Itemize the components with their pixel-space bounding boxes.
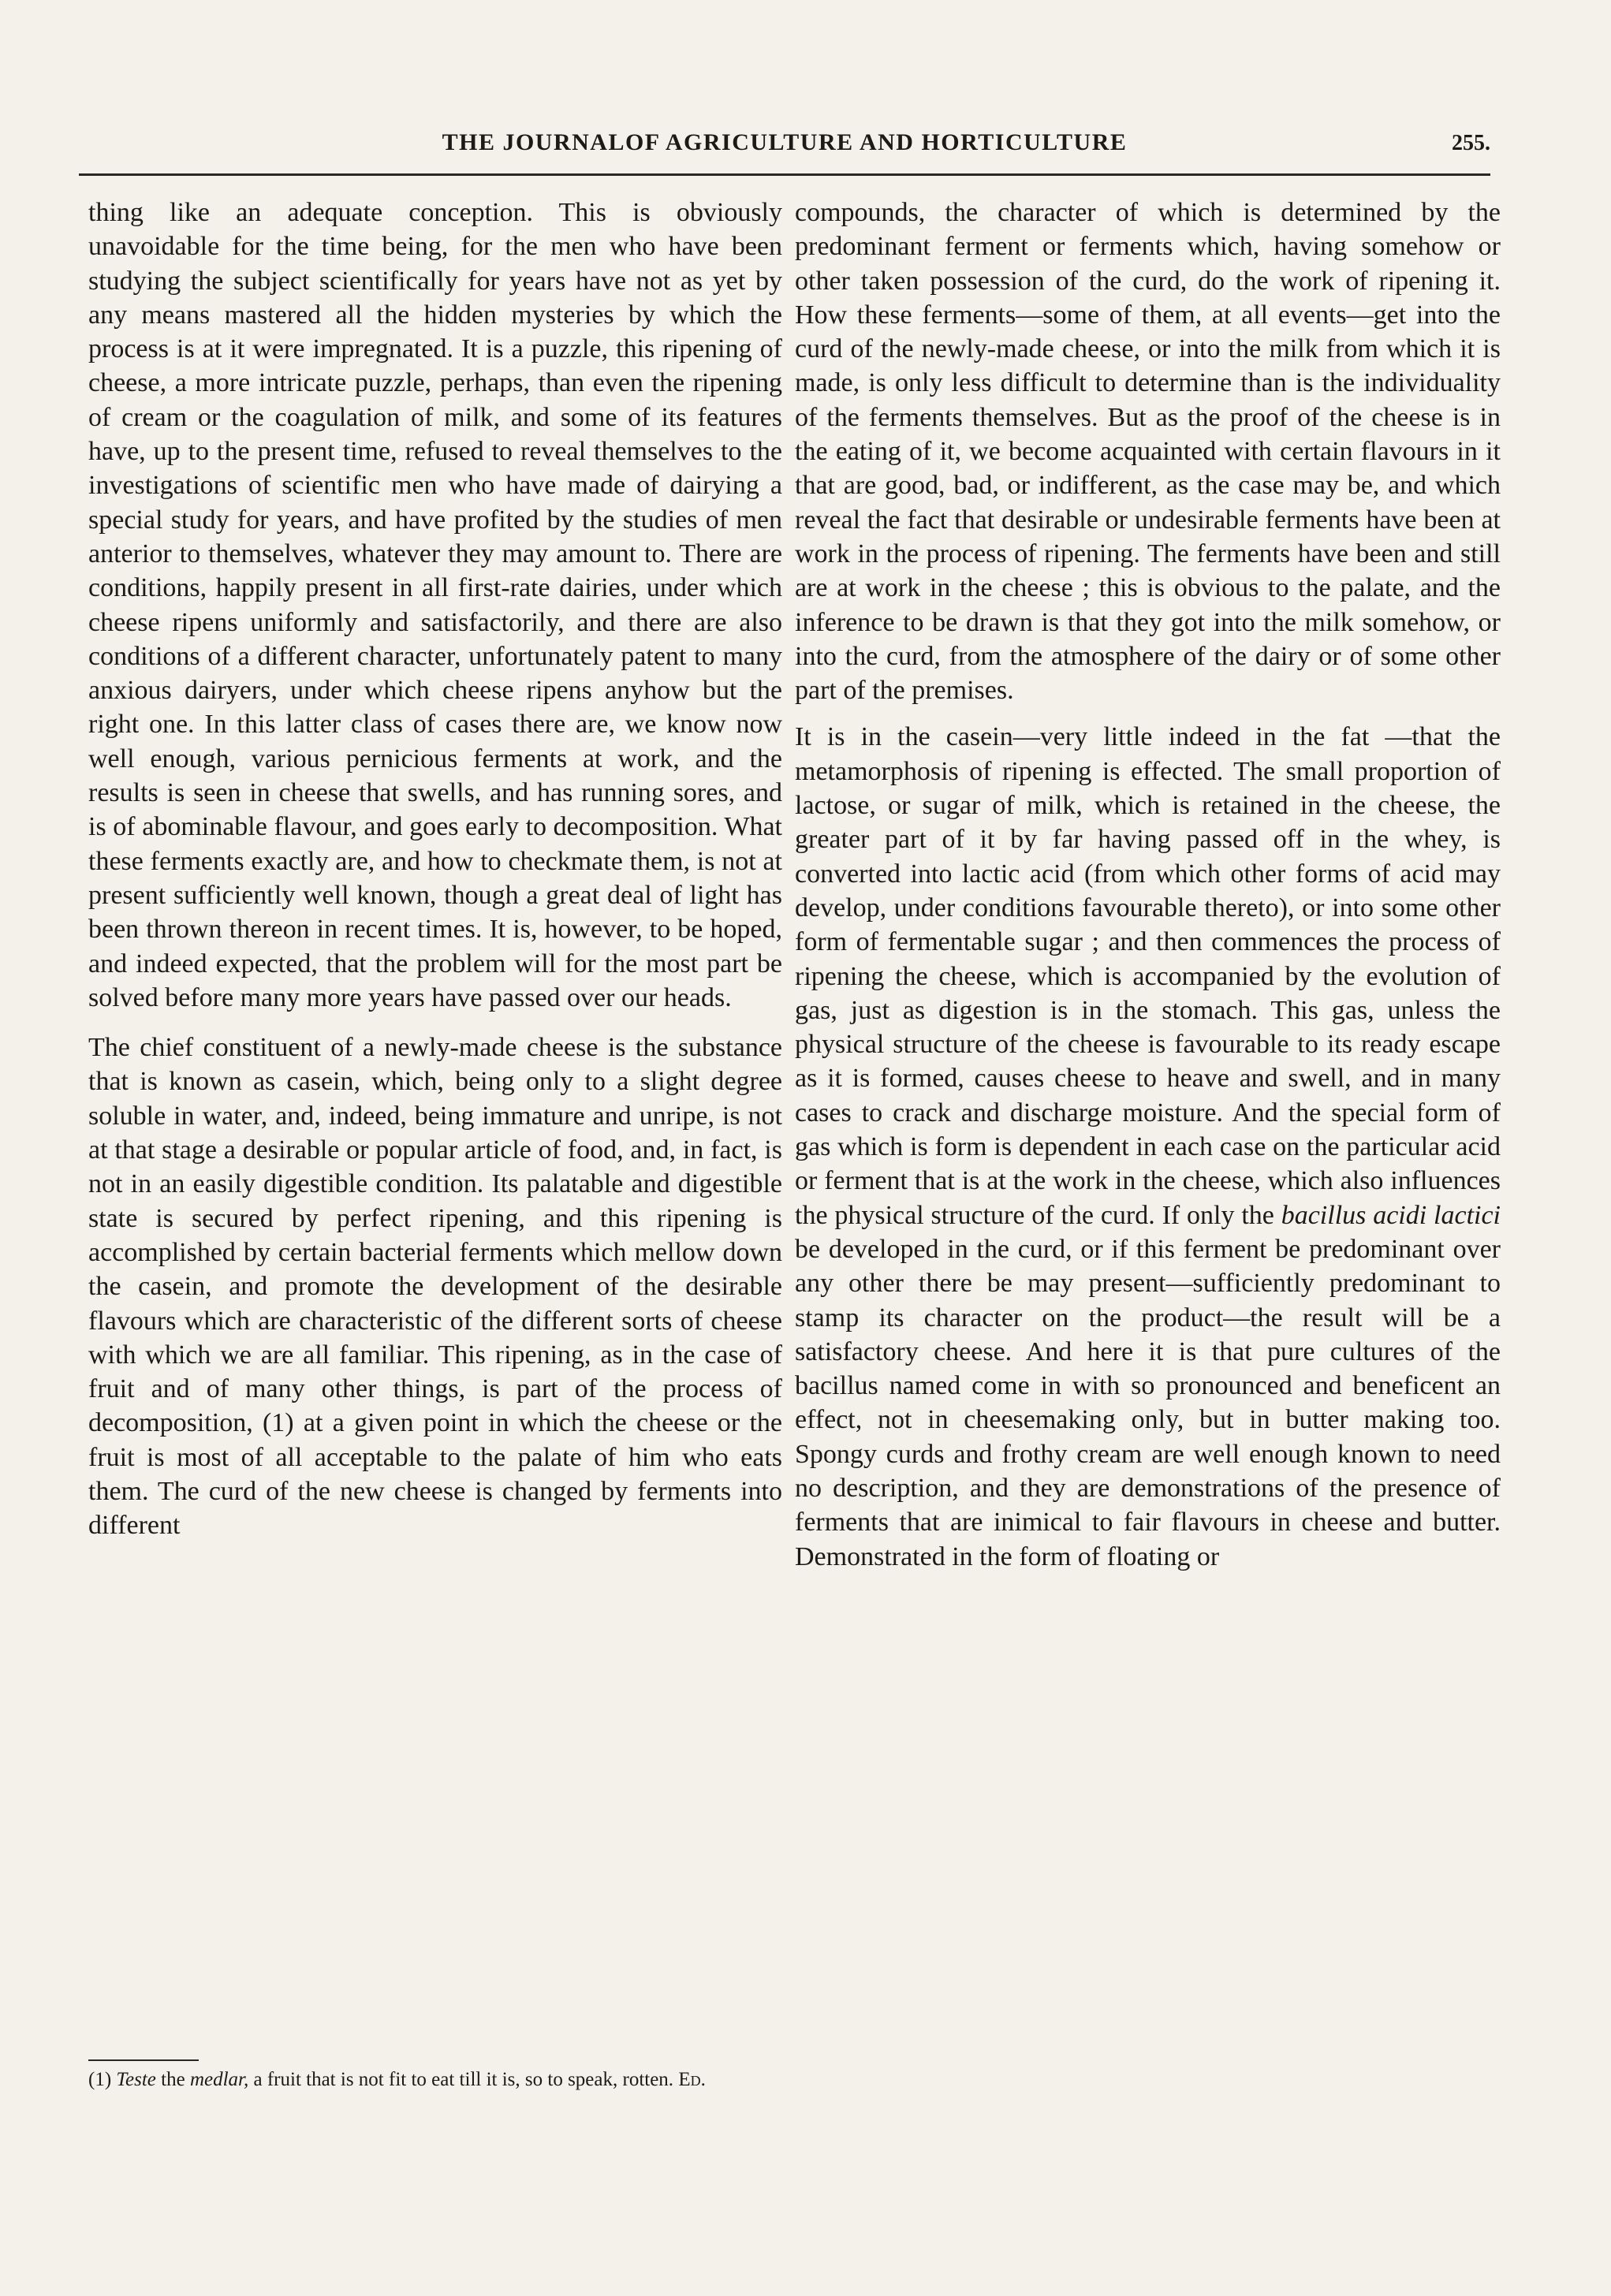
left-column (88, 196, 782, 1543)
left-paragraph-1: thing like an adequate conception. This is obviously unavoidable for the time being, for the men who have been studying the subject scientifically for years have not as yet by any means mastered all the hidden mysteries by which the process is at it were impregnated. It is a puzzle, this ripening of cheese, a more intricate puzzle, perhaps, than even the ripening of cream or the coagulation of milk, and some of its features have, up to the present time, refused to reveal themselves to the investigations of scientific men who have made of dairying a special study for years, and have profited by the studies of men anterior to themselves, whatever they may amount to. There are conditions, happily present in all first-rate dairies, under which cheese ripens uniformly and satisfactorily, and there are also conditions of a different character, unfortunately patent to many anxious dairyers, under which cheese ripens anyhow but the right one. In this latter class of cases there are, we know now well enough, various pernicious ferments at work, and the results is seen in cheese that swells, and has running sores, and is of abominable flavour, and goes early to decomposition. What these ferments exactly are, and how to checkmate them, is not at present sufficiently well known, though a great deal of light has been thrown thereon in recent times. It is, however, to be hoped, and indeed expected, that the problem will for the most part be solved before many more years have passed over our heads. (88, 198, 782, 1012)
journal-title: THE JOURNALOF AGRICULTURE AND HORTICULTURE (442, 129, 1128, 155)
right-paragraph-2-part-2: be developed in the curd, or if this ferment be predominant over any other there be may present—sufficiently predominant to stamp its character on the product—the result will be a satisfactory cheese. And here it is that pure cultures of the bacillus named come in with so pronounced and beneficent an effect, not in cheesemaking only, but in butter making too. Spongy curds and frothy cream are well enough known to need no description, and they are demonstrations of the presence of ferments that are inimical to fair flavours in cheese and butter. Demonstrated in the form of floating or (795, 1234, 1501, 1571)
right-paragraph-1: compounds, the character of which is determined by the predominant ferment or ferments which, having somehow or other taken possession of the curd, do the work of ripening it. How these ferments—some of them, at all events—get into the curd of the newly-made cheese, or into the milk from which it is made, is only less difficult to determine than is the individuality of the ferments themselves. But as the proof of the cheese is in the eating of it, we become acquainted with certain flavours in it that are good, bad, or indifferent, as the case may be, and which reveal the fact that desirable or undesirable ferments have been at work in the process of ripening. The ferments have been and still are at work in the cheese ; this is obvious to the palate, and the inference to be drawn is that they got into the milk somehow, or into the curd, from the atmosphere of the dairy or of some other part of the premises. (795, 198, 1501, 706)
footnote-marker: (1) (88, 2069, 112, 2090)
left-paragraph-2: The chief constituent of a newly-made cheese is the substance that is known as casein, which, being only to a slight degree soluble in water, and, indeed, being immature and unripe, is not at that stage a desirable or popular article of food, and, in fact, is not in an easily digestible condition. Its palatable and digestible state is secured by perfect ripening, and this ripening is accomplished by certain bacterial ferments which mellow down the casein, and promote the development of the desirable flavours which are characteristic of the different sorts of cheese with which we are all familiar. This ripening, as in the case of fruit and of many other things, is part of the process of decomposition, (1) at a given point in which the cheese or the fruit is most of all acceptable to the palate of him who eats them. The curd of the new cheese is changed by ferments into different (88, 1033, 782, 1541)
footnote (88, 2059, 782, 2093)
footnote-body: a fruit that is not fit to eat till it is, so to speak, rotten. (253, 2069, 674, 2090)
right-paragraph-2 (795, 720, 1501, 1573)
running-header (79, 126, 1490, 176)
bacillus-name: bacillus acidi lactici (1281, 1200, 1501, 1230)
footnote-teste: Teste (116, 2069, 156, 2090)
right-paragraph-2-part-1: It is in the casein—very little indeed in the fat —that the metamorphosis of ripening is effected. The small proportion of lactose, or sugar of milk, which is retained in the cheese, the greater part of it by far having passed off in the whey, is converted into lactic acid (from which other forms of acid may develop, under conditions favourable thereto), or into some other form of fermentable sugar ; and then commences the process of ripening the cheese, which is accompanied by the evolution of gas, just as digestion is in the stomach. This gas, unless the physical structure of the cheese is favourable to its ready escape as it is formed, causes cheese to heave and swell, and in many cases to crack and discharge moisture. And the special form of gas which is form is dependent in each case on the particular acid or ferment that is at the work in the cheese, which also influences the physical structure of the curd. If only the (795, 722, 1501, 1230)
footnote-text (88, 2067, 782, 2093)
right-column (795, 196, 1501, 1574)
footnote-medlar: medlar, (189, 2069, 249, 2090)
footnote-rule (88, 2059, 199, 2061)
footnote-the: the (161, 2069, 185, 2090)
footnote-signature: Ed. (678, 2069, 706, 2090)
page-number: 255. (1452, 131, 1490, 155)
